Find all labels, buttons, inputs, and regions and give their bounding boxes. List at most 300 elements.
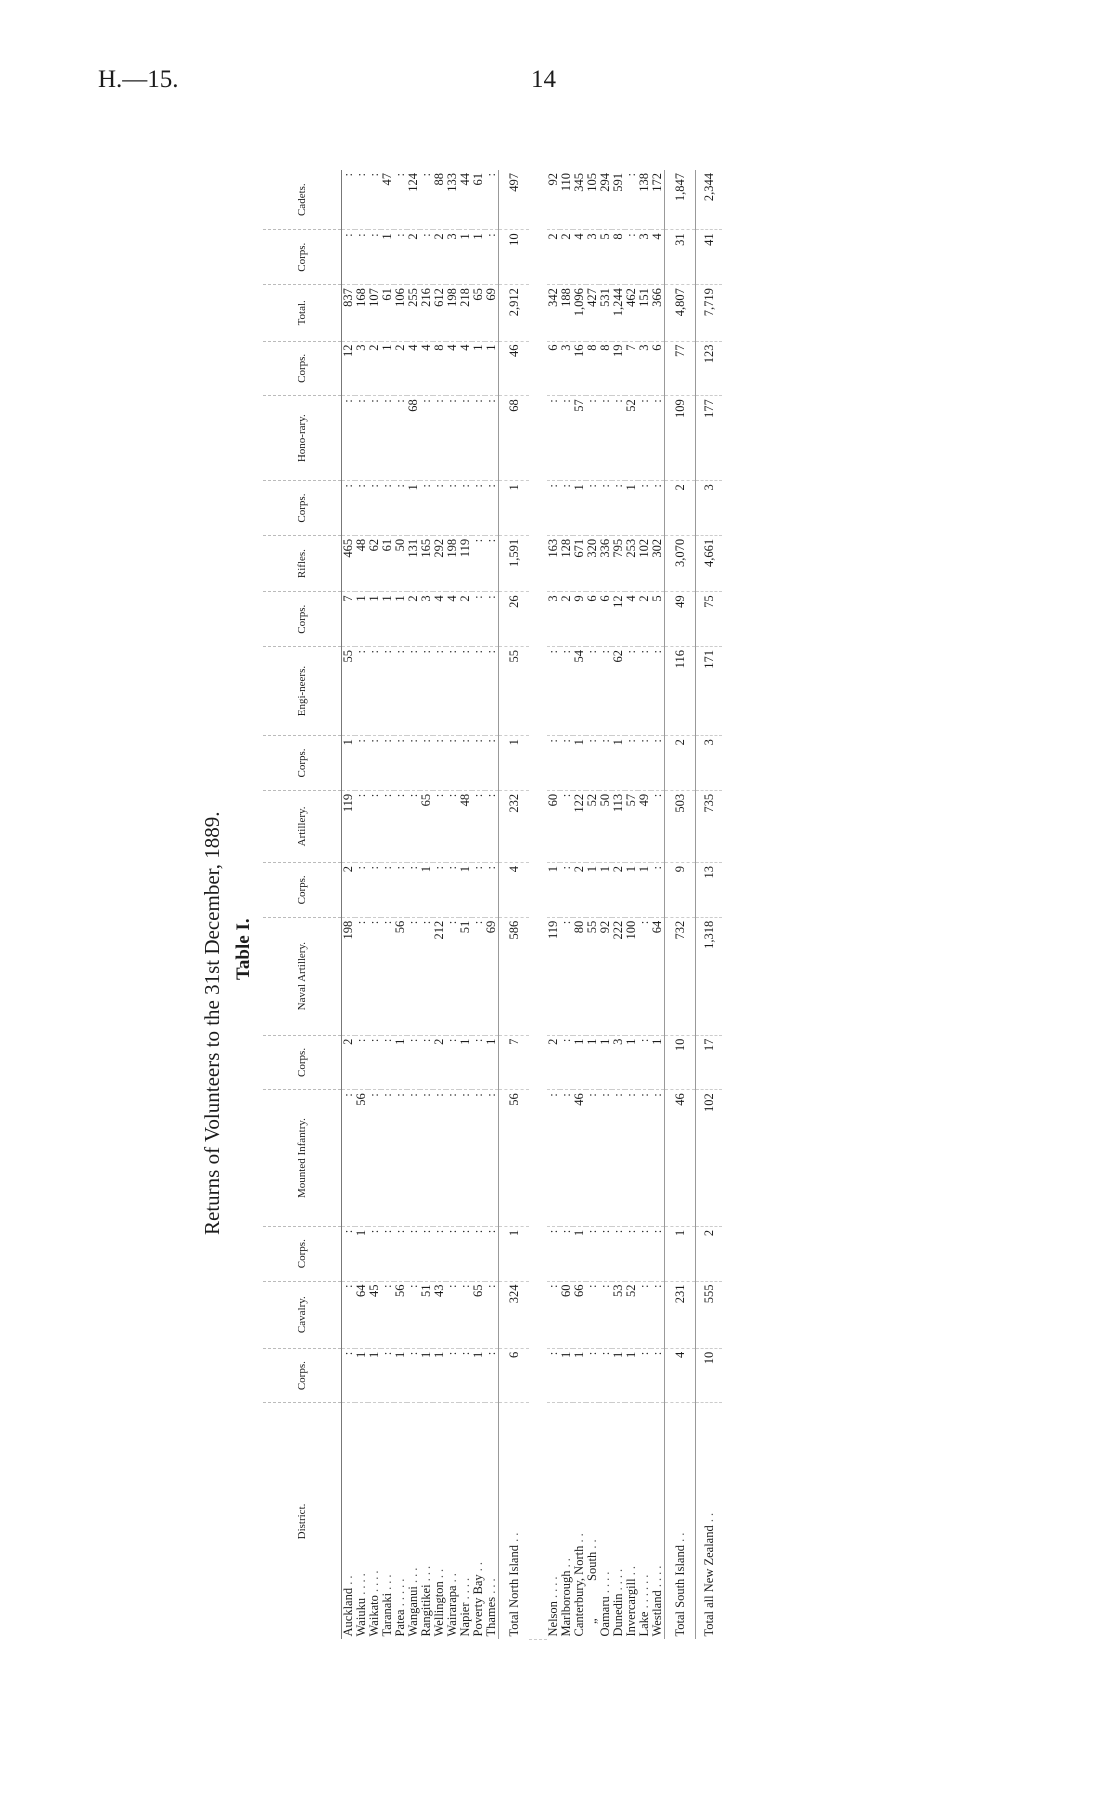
table-cell: : [472,1090,485,1227]
table-cell: 1 [499,1226,530,1281]
table-cell: 2,344 [696,170,723,230]
table-cell: 2 [612,863,625,918]
table-cell: 1,244 [612,285,625,341]
table-cell: : [560,736,573,791]
table-cell: 1 [342,736,356,791]
table-cell: : [446,1226,459,1281]
table-cell: : [381,1035,394,1090]
table-cell: 80 [573,917,586,1035]
table-cell: 69 [485,285,499,341]
table-cell: 531 [599,285,612,341]
table-cell: : [407,790,420,862]
column-header: Corps. [263,736,342,791]
table-cell: : [560,396,573,481]
district-name: Nelson .... [546,1573,560,1637]
table-cell: 3 [638,230,651,285]
table-cell: 68 [407,396,420,481]
table-cell: 46 [665,1090,696,1227]
table-cell: : [420,481,433,536]
table-cell: 462 [625,285,638,341]
table-cell: : [638,1348,651,1403]
table-cell: 1 [485,341,499,396]
table-cell: : [420,1090,433,1227]
column-header: District. [263,1403,342,1640]
table-cell: 48 [355,535,368,591]
table-cell: : [446,1090,459,1227]
table-cell: 19 [612,341,625,396]
table-cell: 2,912 [499,285,530,341]
table-cell: 55 [499,647,530,736]
table-cell: 591 [612,170,625,230]
table-row [459,170,472,1640]
table-row [638,170,651,1640]
table-cell: : [625,170,638,230]
table-cell: 555 [696,1281,723,1348]
table-cell: 10 [696,1348,723,1403]
table-cell: 123 [696,341,723,396]
table-cell: : [394,863,407,918]
table-cell: 110 [560,170,573,230]
table-cell: : [355,170,368,230]
table-cell: : [420,396,433,481]
district-name: Wairarapa .. [445,1570,459,1637]
table-cell: : [381,1226,394,1281]
table-cell: : [485,1226,499,1281]
table-cell: 2 [560,230,573,285]
table-cell: : [342,170,356,230]
table-cell: 1 [573,481,586,536]
district-name: Thames ... [484,1575,498,1637]
spacer-row [529,170,547,1640]
table-cell: 2 [407,592,420,647]
table-cell: 119 [547,917,560,1035]
table-cell: 12 [342,341,356,396]
table-cell: 255 [407,285,420,341]
table-cell: 1 [355,592,368,647]
table-cell: : [381,396,394,481]
column-header: Corps. [263,1348,342,1403]
table-cell: 62 [612,647,625,736]
table-cell: 1,318 [696,917,723,1035]
table-cell: : [355,863,368,918]
column-header: Corps. [263,592,342,647]
table-cell: 60 [560,1281,573,1348]
table-cell: 41 [696,230,723,285]
table-cell: 62 [368,535,381,591]
table-cell: 3 [612,1035,625,1090]
table-cell: 45 [368,1281,381,1348]
district-name: Taranaki ... [380,1571,394,1637]
table-cell: 47 [381,170,394,230]
table-cell: 198 [446,285,459,341]
table-cell: : [472,863,485,918]
table-cell: : [560,917,573,1035]
table-cell: 131 [407,535,420,591]
table-cell: : [547,1348,560,1403]
table-cell: : [599,1090,612,1227]
table-cell: 46 [573,1090,586,1227]
table-cell: 133 [446,170,459,230]
table-cell: 4 [407,341,420,396]
table-cell: 1 [599,1035,612,1090]
table-cell: : [485,396,499,481]
table-cell: : [420,917,433,1035]
table-cell: 163 [547,535,560,591]
table-cell: : [560,481,573,536]
table-cell: : [586,1226,599,1281]
table-cell: : [638,1281,651,1348]
table-cell: : [651,647,665,736]
table-cell: 116 [665,647,696,736]
district-name: Wellington .. [432,1565,446,1637]
table-cell: : [472,736,485,791]
district-name: Waiuku .... [354,1570,368,1637]
table-cell: 2 [573,863,586,918]
table-cell: 735 [696,790,723,862]
table-cell: 49 [638,790,651,862]
table-cell: 61 [472,170,485,230]
table-cell: 128 [560,535,573,591]
table-row [599,170,612,1640]
table-cell: : [355,917,368,1035]
table-cell: 4 [446,592,459,647]
table-cell: : [472,790,485,862]
table-cell: 177 [696,396,723,481]
table-cell: : [485,1090,499,1227]
table-cell: : [599,481,612,536]
table-cell: : [394,736,407,791]
table-cell: : [586,1281,599,1348]
table-cell: 1 [612,736,625,791]
table-cell: 1 [499,736,530,791]
table-cell: 68 [499,396,530,481]
table-cell: 109 [665,396,696,481]
table-cell: : [560,863,573,918]
table-cell: 7 [499,1035,530,1090]
table-cell: 57 [573,396,586,481]
table-cell: 8 [433,341,446,396]
table-cell: 1 [355,1348,368,1403]
table-cell: : [485,592,499,647]
table-cell: 6 [499,1348,530,1403]
table-cell: : [651,481,665,536]
table-cell: : [485,647,499,736]
table-cell: : [420,1035,433,1090]
table-cell: : [342,230,356,285]
table-cell: 3 [446,230,459,285]
table-cell: 4 [459,341,472,396]
table-cell: : [638,647,651,736]
table-cell: 1 [625,1035,638,1090]
table-cell: 56 [394,1281,407,1348]
table-cell: : [599,396,612,481]
district-name: Rangitikei ... [419,1562,433,1637]
table-cell: : [420,1226,433,1281]
table-cell: : [355,790,368,862]
table-cell: : [381,1281,394,1348]
table-cell: : [355,1035,368,1090]
table-cell: : [394,481,407,536]
table-cell: : [394,170,407,230]
table-cell: 102 [638,535,651,591]
column-header: Total. [263,285,342,341]
table-cell: 75 [696,592,723,647]
table-cell: 4 [499,863,530,918]
table-cell: : [420,736,433,791]
table-cell: : [625,230,638,285]
column-header: Engi-neers. [263,647,342,736]
table-cell: : [485,535,499,591]
table-cell: 222 [612,917,625,1035]
table-cell: : [560,1035,573,1090]
table-cell: : [485,230,499,285]
table-cell: : [638,1035,651,1090]
table-cell: : [407,1035,420,1090]
table-header-row [263,170,342,1640]
table-cell: 3 [696,736,723,791]
table-cell: 3,070 [665,535,696,591]
table-cell: : [547,736,560,791]
table-cell: : [651,790,665,862]
table-cell: : [446,647,459,736]
table-cell: 1 [459,230,472,285]
table-cell: 10 [499,230,530,285]
table-cell: 2 [433,1035,446,1090]
district-name: „ South .. [585,1536,599,1637]
district-name: Westland .... [650,1562,664,1637]
table-cell: : [547,396,560,481]
table-cell: 7 [625,341,638,396]
table-cell: : [472,535,485,591]
table-cell: 151 [638,285,651,341]
table-cell: : [651,736,665,791]
table-cell: 1 [586,863,599,918]
district-name: Total North Island .. [499,1403,530,1640]
page-number: 14 [531,66,556,93]
table-cell: 119 [342,790,356,862]
column-header: Mounted Infantry. [263,1090,342,1227]
table-cell: 292 [433,535,446,591]
table-cell: 50 [394,535,407,591]
table-cell: 302 [651,535,665,591]
table-cell: 324 [499,1281,530,1348]
table-cell: 171 [696,647,723,736]
table-cell: : [446,917,459,1035]
table-cell: : [394,647,407,736]
table-cell: 1 [355,1226,368,1281]
table-cell: 1 [638,863,651,918]
table-cell: 17 [696,1035,723,1090]
table-cell: 5 [599,230,612,285]
table-row [547,170,560,1640]
table-cell: : [485,790,499,862]
table-cell: : [446,863,459,918]
table-cell: 9 [573,592,586,647]
table-cell: : [394,790,407,862]
district-name: Napier .... [458,1574,472,1637]
table-cell: : [638,481,651,536]
table-cell: : [381,647,394,736]
table-cell: : [472,1226,485,1281]
table-row [625,170,638,1640]
table-cell: 1 [651,1035,665,1090]
table-cell: : [459,1348,472,1403]
table-cell: 1 [573,1226,586,1281]
page-reference: H.—15. [98,66,179,93]
table-cell: 1 [368,592,381,647]
table-cell: : [651,863,665,918]
table-cell: 61 [381,285,394,341]
table-cell: : [638,1226,651,1281]
table-cell: 465 [342,535,356,591]
table-cell: 2 [665,481,696,536]
table-cell: 1 [472,1348,485,1403]
table-row [355,170,368,1640]
table-row [560,170,573,1640]
table-cell: : [381,790,394,862]
table-cell: : [368,736,381,791]
table-row [485,170,499,1640]
table-cell: : [420,647,433,736]
table-cell: : [433,790,446,862]
table-cell: 64 [355,1281,368,1348]
table-cell: : [407,1090,420,1227]
table-cell: : [355,396,368,481]
table-row [407,170,420,1640]
table-cell: 7 [342,592,356,647]
table-cell: 2 [433,230,446,285]
table-cell: 1 [560,1348,573,1403]
table-cell: 52 [586,790,599,862]
table-cell: 56 [394,917,407,1035]
district-name: Wanganui ... [406,1564,420,1637]
table-cell: 2 [459,592,472,647]
table-cell: 5 [651,592,665,647]
table-cell: 106 [394,285,407,341]
table-cell: 113 [612,790,625,862]
table-cell: 1 [433,1348,446,1403]
table-cell: : [612,1226,625,1281]
table-cell: 795 [612,535,625,591]
table-row [433,170,446,1640]
table-cell: : [446,396,459,481]
table-cell: : [407,1348,420,1403]
column-header: Artillery. [263,790,342,862]
table-cell: 13 [696,863,723,918]
table-cell: : [485,170,499,230]
table-cell: 294 [599,170,612,230]
district-name: Waikato .... [367,1567,381,1637]
table-cell: : [472,647,485,736]
table-cell: 10 [665,1035,696,1090]
table-cell: 6 [586,592,599,647]
table-cell: 16 [573,341,586,396]
table-cell: : [381,917,394,1035]
table-cell: 671 [573,535,586,591]
table-row [394,170,407,1640]
table-cell: : [368,647,381,736]
table-cell: 1 [420,1348,433,1403]
table-cell: 49 [665,592,696,647]
district-name: Lake ...... [637,1571,651,1637]
table-cell: : [355,736,368,791]
table-cell: 3 [696,481,723,536]
table-cell: : [446,1035,459,1090]
table-cell: 2 [638,592,651,647]
table-cell: 1 [472,230,485,285]
table-cell: 4 [420,341,433,396]
table-cell: : [394,396,407,481]
table-cell: 65 [472,285,485,341]
table-cell: 1,591 [499,535,530,591]
table-cell: 1 [394,1035,407,1090]
column-header: Naval Artillery. [263,917,342,1035]
table-cell: : [368,863,381,918]
table-cell: 105 [586,170,599,230]
table-cell: : [459,1226,472,1281]
table-cell: : [368,917,381,1035]
table-cell: : [651,396,665,481]
table-cell: : [355,647,368,736]
column-header: Cavalry. [263,1281,342,1348]
table-cell: 9 [665,863,696,918]
table-cell: 188 [560,285,573,341]
table-cell: 3 [638,341,651,396]
table-cell: 1 [499,481,530,536]
table-cell: 336 [599,535,612,591]
table-cell: : [355,230,368,285]
table-cell: : [407,1281,420,1348]
table-cell: 253 [625,535,638,591]
table-row [586,170,599,1640]
district-name: Poverty Bay .. [471,1558,485,1637]
column-header: Corps. [263,230,342,285]
table-cell: : [472,592,485,647]
table-cell: 2 [342,1035,356,1090]
table-cell: : [612,396,625,481]
table-cell: : [638,396,651,481]
table-cell: 1 [573,736,586,791]
table-cell: 1 [625,1348,638,1403]
column-header: Corps. [263,481,342,536]
table-title: Table I. [233,918,254,980]
district-name: Dunedin .... [611,1565,625,1637]
table-cell: : [368,1035,381,1090]
table-cell: 31 [665,230,696,285]
table-cell: 12 [612,592,625,647]
table-cell: : [368,481,381,536]
table-cell: : [368,230,381,285]
table-cell: : [433,396,446,481]
table-cell: 342 [547,285,560,341]
table-row [420,170,433,1640]
table-cell: 2 [547,230,560,285]
table-cell: 6 [651,341,665,396]
table-cell: 1 [625,863,638,918]
table-cell: 65 [420,790,433,862]
column-header: Cadets. [263,170,342,230]
table-cell: 216 [420,285,433,341]
table-cell: : [599,736,612,791]
table-cell: : [586,1090,599,1227]
table-cell: : [485,1281,499,1348]
table-cell: : [381,736,394,791]
table-cell: : [547,1281,560,1348]
table-cell: : [599,1348,612,1403]
table-cell: : [342,396,356,481]
table-cell: 3 [586,230,599,285]
table-cell: : [651,1090,665,1227]
